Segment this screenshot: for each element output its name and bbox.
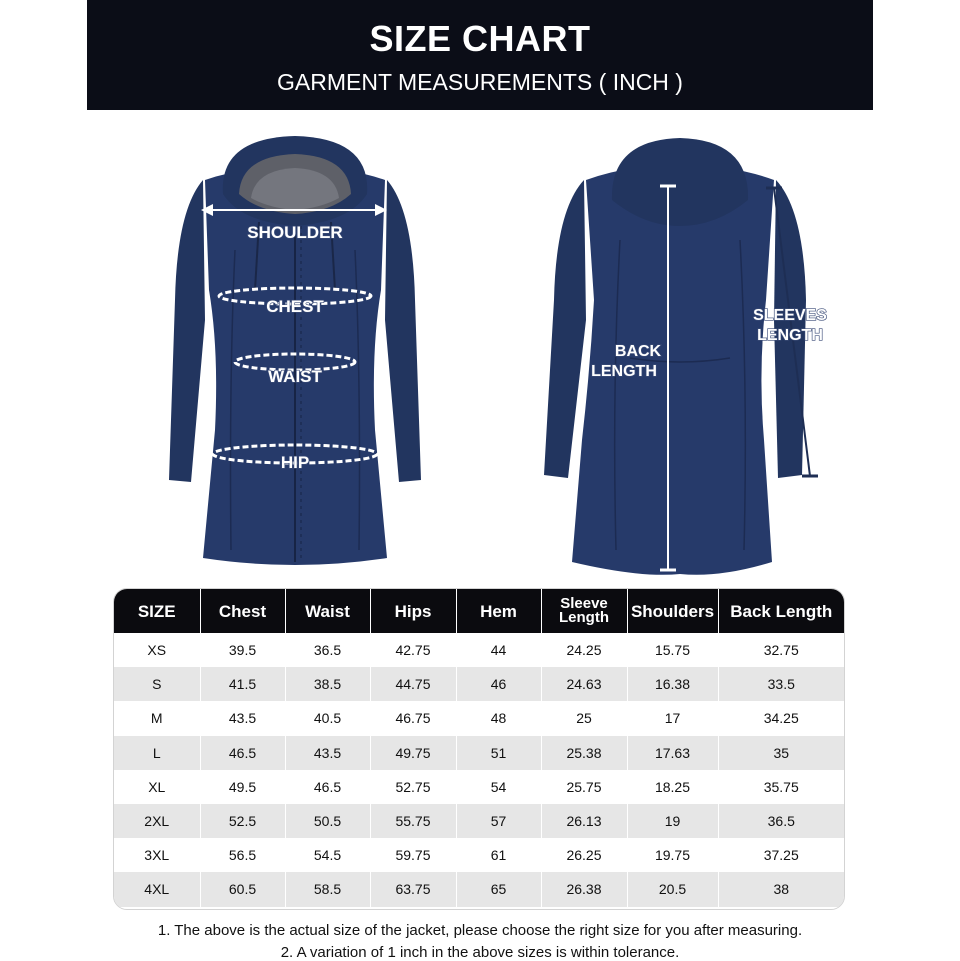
note-1: 1. The above is the actual size of the jacket, please choose the right size for you after measuring. [157,922,803,939]
measurement-cell: 17 [627,701,718,735]
measurement-cell: 20.5 [627,872,718,906]
measurement-cell: 55.75 [370,804,456,838]
measurement-cell: 65 [456,872,541,906]
size-cell: S [114,667,200,701]
measurement-cell: 61 [456,838,541,872]
table-row [114,633,844,667]
measurement-cell: 54 [456,770,541,804]
table-row [114,872,844,906]
measurement-cell: 34.25 [718,701,844,735]
sleeve-header-line2: Length [559,609,609,626]
page-title: SIZE CHART [369,18,591,59]
measurement-cell: 41.5 [200,667,285,701]
measurement-cell: 18.25 [627,770,718,804]
measurement-cell: 49.5 [200,770,285,804]
measurement-cell: 39.5 [200,633,285,667]
size-chart-header [87,0,873,110]
measurement-cell: 49.75 [370,736,456,770]
back-length-label-line2: LENGTH [591,363,657,380]
size-cell: XL [114,770,200,804]
measurement-cell: 56.5 [200,838,285,872]
size-cell: 3XL [114,838,200,872]
column-header: Hips [370,589,456,633]
measurement-cell: 33.5 [718,667,844,701]
page-subtitle: GARMENT MEASUREMENTS ( INCH ) [277,69,683,95]
sleeve-header-line1: Sleeve [560,595,608,612]
measurement-cell: 26.13 [541,804,627,838]
column-header: Shoulders [627,589,718,633]
measurement-cell: 60.5 [200,872,285,906]
measurement-cell: 32.75 [718,633,844,667]
measurement-cell: 38.5 [285,667,370,701]
measurement-cell: 44.75 [370,667,456,701]
measurement-cell: 26.25 [541,838,627,872]
jacket-front-figure [135,130,455,580]
measurement-cell: 26.38 [541,872,627,906]
measurement-cell: 46.5 [200,736,285,770]
measurement-cell: 24.63 [541,667,627,701]
measurement-cell: 59.75 [370,838,456,872]
measurement-cell: 19 [627,804,718,838]
measurement-cell: 46.75 [370,701,456,735]
size-cell: 4XL [114,872,200,906]
measurement-cell: 46.5 [285,770,370,804]
measurement-cell: 51 [456,736,541,770]
measurement-cell: 38 [718,872,844,906]
measurement-cell: 25 [541,701,627,735]
measurement-cell: 50.5 [285,804,370,838]
measurement-cell: 24.25 [541,633,627,667]
waist-label: WAIST [268,367,322,386]
measurement-cell: 25.38 [541,736,627,770]
jacket-back-illustration [520,130,840,580]
hip-label: HIP [280,453,310,472]
size-table [114,589,844,907]
measurement-cell: 57 [456,804,541,838]
shoulder-label: SHOULDER [247,223,343,242]
measurement-cell: 25.75 [541,770,627,804]
measurement-cell: 36.5 [718,804,844,838]
measurement-cell: 17.63 [627,736,718,770]
table-header-row [114,589,844,633]
size-cell: XS [114,633,200,667]
measurement-cell: 52.5 [200,804,285,838]
jacket-front-illustration [135,130,455,580]
measurement-cell: 35.75 [718,770,844,804]
measurement-cell: 46 [456,667,541,701]
column-header: Back Length [718,589,844,633]
column-header: Hem [456,589,541,633]
table-body [114,633,844,907]
table-row [114,804,844,838]
size-cell: M [114,701,200,735]
measurement-cell: 44 [456,633,541,667]
table-row [114,667,844,701]
measurement-cell: 54.5 [285,838,370,872]
chest-label: CHEST [266,297,324,316]
measurement-cell: 40.5 [285,701,370,735]
measurement-cell: 43.5 [200,701,285,735]
size-cell: L [114,736,200,770]
note-2: 2. A variation of 1 inch in the above sizes is within tolerance. [280,944,680,961]
measurement-cell: 58.5 [285,872,370,906]
size-table-container [113,588,845,910]
table-row [114,701,844,735]
table-row [114,770,844,804]
measurement-cell: 16.38 [627,667,718,701]
measurement-cell: 36.5 [285,633,370,667]
measurement-cell: 42.75 [370,633,456,667]
table-row [114,838,844,872]
size-cell: 2XL [114,804,200,838]
jacket-back-figure [520,130,840,580]
column-header: SIZE [114,589,200,633]
back-length-label-line1: BACK [614,343,662,360]
table-row [114,736,844,770]
measurement-cell: 52.75 [370,770,456,804]
column-header: Waist [285,589,370,633]
measurement-cell: 43.5 [285,736,370,770]
sleeves-length-label-line1: SLEEVES [753,307,827,324]
measurement-cell: 19.75 [627,838,718,872]
measurement-cell: 48 [456,701,541,735]
measurement-cell: 37.25 [718,838,844,872]
sleeves-length-label-line2: LENGTH [757,327,823,344]
column-header-sleeve-length [541,589,627,633]
measurement-cell: 35 [718,736,844,770]
column-header: Chest [200,589,285,633]
measurement-cell: 63.75 [370,872,456,906]
measurement-cell: 15.75 [627,633,718,667]
